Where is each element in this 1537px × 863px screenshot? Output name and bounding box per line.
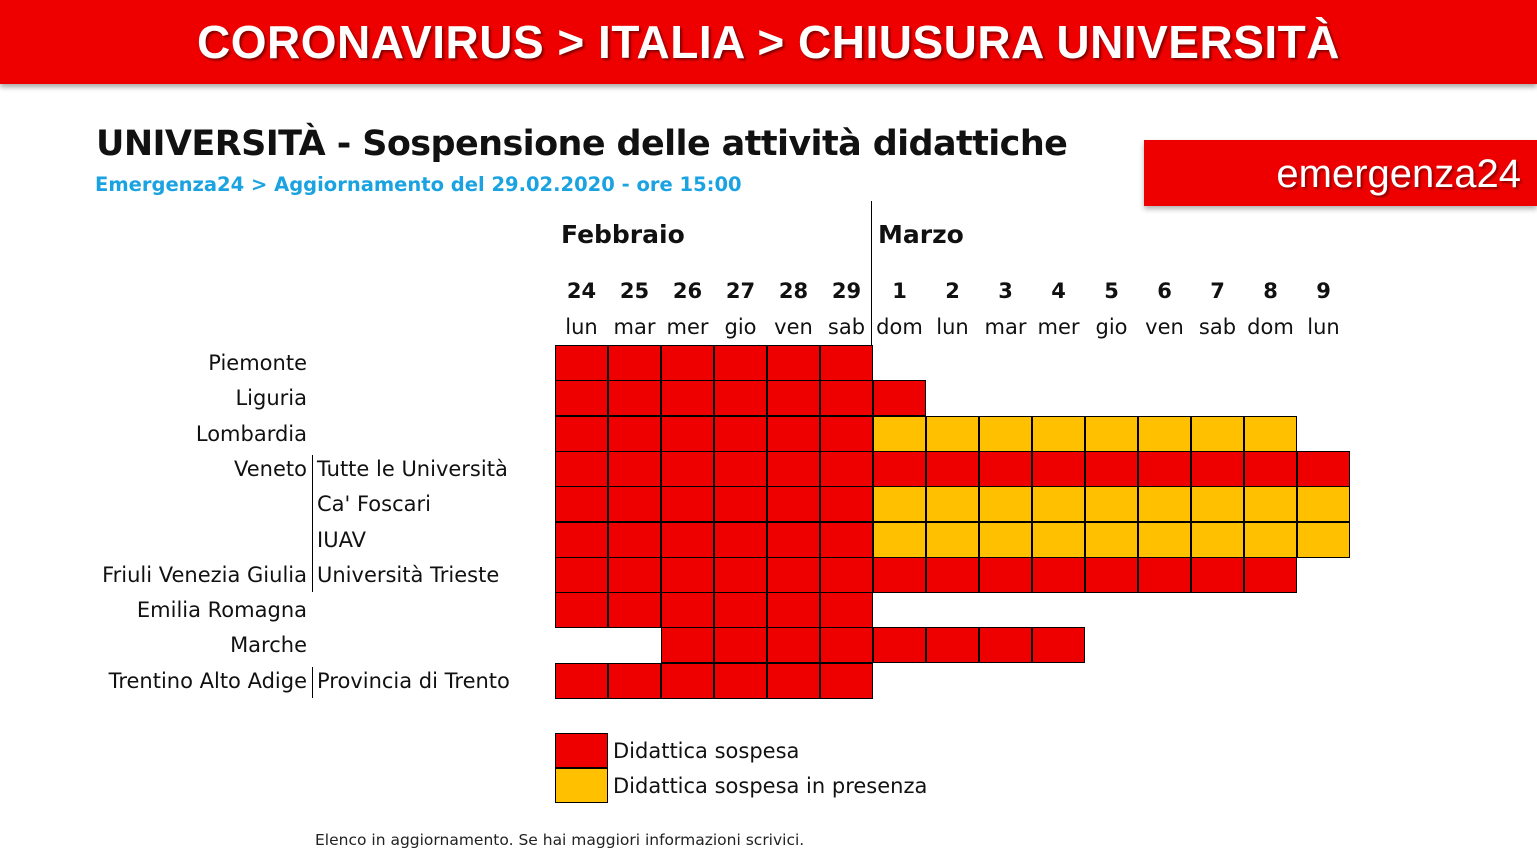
grid-cell (873, 416, 926, 452)
grid-cell (661, 486, 714, 522)
column-weekday-label: mar (613, 315, 656, 339)
column-weekday-label: sab (827, 315, 866, 339)
column-weekday-label: mer (666, 315, 709, 339)
grid-cell (1085, 557, 1138, 593)
grid-cell (767, 486, 820, 522)
grid-cell (661, 380, 714, 416)
grid-cell (555, 345, 608, 381)
grid-cell (873, 522, 926, 558)
column-day-label: 25 (619, 279, 650, 303)
month-label-febbraio: Febbraio (561, 220, 685, 249)
grid-cell (608, 557, 661, 593)
grid-cell (767, 522, 820, 558)
grid-cell (1032, 557, 1085, 593)
grid-cell (979, 451, 1032, 487)
column-day-label: 24 (566, 279, 597, 303)
grid-cell (820, 416, 873, 452)
grid-cell (767, 345, 820, 381)
grid-cell (608, 486, 661, 522)
grid-cell (661, 451, 714, 487)
row-detail-label: Università Trieste (317, 562, 500, 587)
column-weekday-label: gio (1095, 315, 1128, 339)
grid-cell (1191, 522, 1244, 558)
grid-cell (979, 416, 1032, 452)
grid-cell (714, 380, 767, 416)
column-weekday-label: ven (774, 315, 813, 339)
grid-cell (767, 451, 820, 487)
grid-cell (608, 592, 661, 628)
grid-cell (1085, 486, 1138, 522)
header-title: CORONAVIRUS > ITALIA > CHIUSURA UNIVERSITÀ (197, 16, 1340, 68)
row-region-label: Emilia Romagna (136, 598, 307, 623)
grid-cell (608, 416, 661, 452)
grid-cell (1032, 522, 1085, 558)
column-day-label: 28 (778, 279, 809, 303)
grid-cell (608, 380, 661, 416)
row-region-label: Veneto (234, 456, 307, 481)
column-weekday-label: lun (565, 315, 598, 339)
column-day-label: 4 (1051, 279, 1066, 303)
grid-cell (714, 522, 767, 558)
column-day-label: 7 (1210, 279, 1225, 303)
grid-cell (820, 345, 873, 381)
column-day-label: 2 (945, 279, 960, 303)
column-weekday-label: sab (1198, 315, 1237, 339)
grid-cell (767, 557, 820, 593)
column-day-label: 6 (1157, 279, 1172, 303)
grid-cell (714, 663, 767, 699)
grid-cell (555, 486, 608, 522)
row-region-label: Lombardia (195, 421, 307, 446)
grid-cell (926, 522, 979, 558)
legend-label-presenza: Didattica sospesa in presenza (613, 774, 928, 798)
grid-cell (1244, 522, 1297, 558)
column-day-label: 8 (1263, 279, 1278, 303)
grid-cell (979, 627, 1032, 663)
grid-cell (555, 663, 608, 699)
grid-cell (1191, 486, 1244, 522)
grid-cell (1032, 486, 1085, 522)
grid-cell (555, 380, 608, 416)
grid-cell (661, 416, 714, 452)
legend-swatch-presenza (555, 768, 608, 803)
row-region-label: Liguria (235, 386, 307, 411)
grid-cell (608, 451, 661, 487)
grid-cell (1244, 486, 1297, 522)
grid-cell (820, 522, 873, 558)
grid-cell (608, 345, 661, 381)
chart-subtitle: Emergenza24 > Aggiornamento del 29.02.2020 - ore 15:00 (95, 173, 742, 196)
column-weekday-label: dom (876, 315, 923, 339)
column-day-label: 3 (998, 279, 1013, 303)
grid-cell (608, 522, 661, 558)
grid-cell (767, 663, 820, 699)
column-weekday-label: ven (1145, 315, 1184, 339)
row-region-label: Piemonte (208, 351, 307, 375)
footnote: Elenco in aggiornamento. Se hai maggiori informazioni scrivici. (315, 831, 805, 849)
grid-cell (1032, 627, 1085, 663)
column-day-label: 9 (1316, 279, 1331, 303)
grid-cell (1032, 451, 1085, 487)
grid-cell (555, 416, 608, 452)
row-detail-label: Ca' Foscari (317, 492, 431, 517)
grid-cell (661, 627, 714, 663)
grid-cell (873, 486, 926, 522)
row-region-label: Friuli Venezia Giulia (102, 562, 307, 587)
grid-cell (555, 451, 608, 487)
grid-cell (714, 627, 767, 663)
row-region-label: Trentino Alto Adige (108, 668, 307, 693)
grid-cell (873, 627, 926, 663)
row-group-divider (312, 455, 313, 592)
grid-cell (1138, 451, 1191, 487)
grid-cell (714, 345, 767, 381)
column-weekday-label: lun (1307, 315, 1340, 339)
grid-cell (979, 486, 1032, 522)
column-day-label: 29 (831, 279, 862, 303)
grid-cell (1244, 416, 1297, 452)
grid-cell (1191, 451, 1244, 487)
column-weekday-label: mar (984, 315, 1027, 339)
brand-label: emergenza24 (1276, 152, 1521, 196)
grid-cell (714, 451, 767, 487)
grid-cell (1191, 416, 1244, 452)
grid-cell (1085, 522, 1138, 558)
legend-swatch-sospesa (555, 733, 608, 768)
column-weekday-label: dom (1247, 315, 1294, 339)
row-detail-label: Provincia di Trento (317, 668, 510, 693)
row-detail-label: IUAV (317, 527, 366, 552)
grid-cell (1138, 486, 1191, 522)
grid-cell (979, 557, 1032, 593)
grid-cell (820, 663, 873, 699)
grid-cell (555, 557, 608, 593)
row-detail-label: Tutte le Università (317, 456, 508, 481)
chart-title: UNIVERSITÀ - Sospensione delle attività didattiche (96, 124, 1068, 164)
grid-cell (820, 627, 873, 663)
grid-cell (714, 416, 767, 452)
grid-cell (1244, 557, 1297, 593)
grid-cell (873, 451, 926, 487)
header-banner (0, 0, 1537, 84)
row-region-label: Marche (230, 633, 307, 658)
grid-cell (767, 627, 820, 663)
column-day-label: 26 (672, 279, 703, 303)
grid-cell (1297, 522, 1350, 558)
grid-cell (820, 557, 873, 593)
column-day-label: 27 (725, 279, 756, 303)
grid-cell (767, 416, 820, 452)
grid-cell (1138, 416, 1191, 452)
column-weekday-label: gio (724, 315, 757, 339)
grid-cell (1085, 451, 1138, 487)
grid-cell (555, 522, 608, 558)
grid-cell (714, 486, 767, 522)
grid-cell (873, 557, 926, 593)
column-weekday-label: lun (936, 315, 969, 339)
legend-label-sospesa: Didattica sospesa (613, 739, 800, 763)
grid-cell (608, 663, 661, 699)
row-group-divider (312, 667, 313, 698)
grid-cell (661, 663, 714, 699)
column-weekday-label: mer (1037, 315, 1080, 339)
month-label-marzo: Marzo (878, 220, 964, 249)
grid-cell (1085, 416, 1138, 452)
grid-cell (926, 557, 979, 593)
grid-cell (1297, 486, 1350, 522)
column-day-label: 1 (892, 279, 907, 303)
grid-cell (1244, 451, 1297, 487)
grid-cell (767, 592, 820, 628)
grid-cell (1191, 557, 1244, 593)
grid-cell (926, 451, 979, 487)
grid-cell (1032, 416, 1085, 452)
grid-cell (555, 592, 608, 628)
grid-cell (714, 557, 767, 593)
grid-cell (767, 380, 820, 416)
grid-cell (820, 380, 873, 416)
grid-cell (1297, 451, 1350, 487)
grid-cell (661, 345, 714, 381)
column-day-label: 5 (1104, 279, 1119, 303)
grid-cell (873, 380, 926, 416)
grid-cell (661, 592, 714, 628)
grid-cell (820, 451, 873, 487)
grid-cell (661, 557, 714, 593)
grid-cell (926, 416, 979, 452)
grid-cell (979, 522, 1032, 558)
grid-cell (714, 592, 767, 628)
grid-cell (661, 522, 714, 558)
grid-cell (1138, 557, 1191, 593)
grid-cell (1138, 522, 1191, 558)
grid-cell (926, 627, 979, 663)
grid-cell (820, 592, 873, 628)
grid-cell (820, 486, 873, 522)
grid-cell (926, 486, 979, 522)
brand-badge (1144, 140, 1537, 206)
